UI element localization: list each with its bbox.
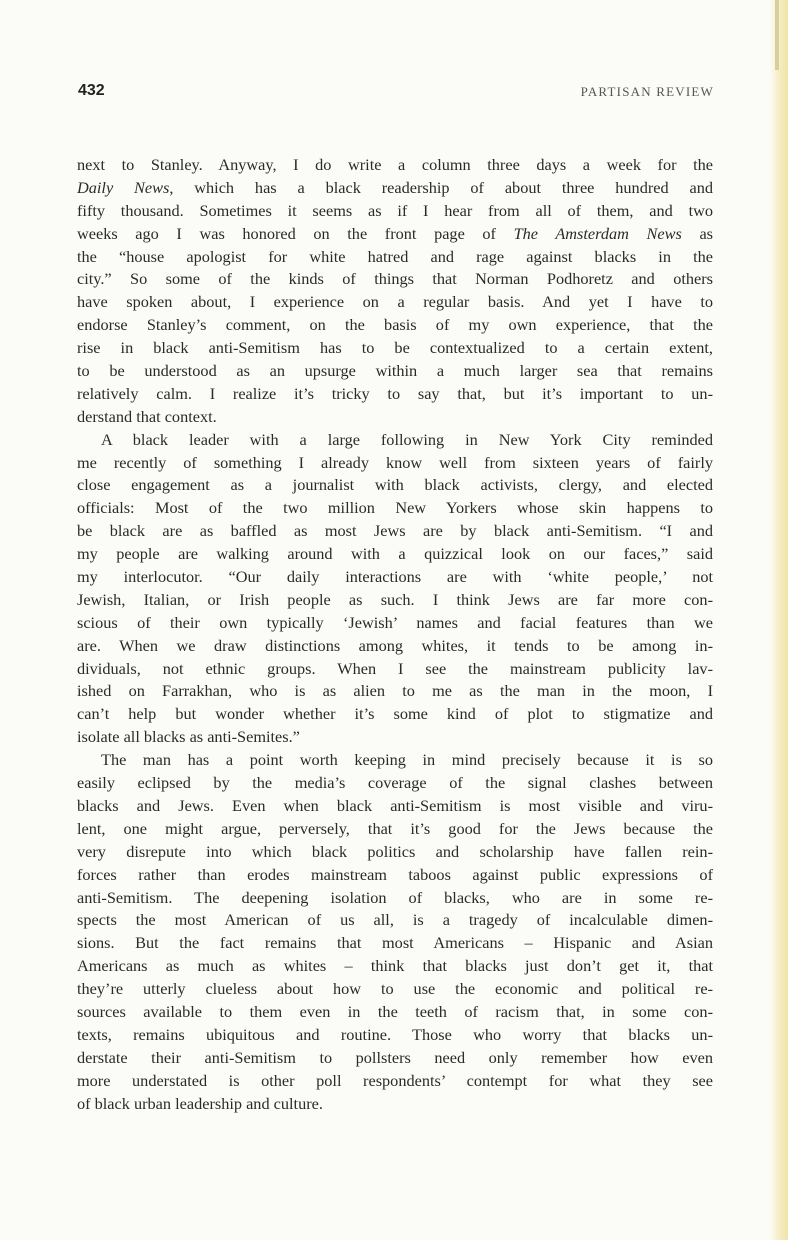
text-segment: ished on Farrakhan, who is as alien to me as the man in the moon, I [77, 681, 713, 701]
text-line [77, 887, 713, 910]
text-segment: isolate all blacks as anti-Semites.” [77, 727, 300, 747]
page-edge-mark [775, 0, 779, 70]
text-line [77, 337, 713, 360]
article-body [77, 154, 713, 1115]
text-line [77, 841, 713, 864]
text-segment: sources available to them even in the teeth of racism that, in some con- [77, 1001, 713, 1021]
text-segment: fifty thousand. Sometimes it seems as if I hear from all of them, and two [77, 200, 713, 220]
text-line [77, 177, 713, 200]
text-line [77, 154, 713, 177]
text-line [77, 726, 713, 749]
text-segment: city.” So some of the kinds of things that Norman Podhoretz and others [77, 269, 713, 289]
text-line [77, 360, 713, 383]
text-segment: Americans as much as whites – think that blacks just don’t get it, that [77, 956, 713, 976]
running-head [72, 82, 714, 106]
text-line [77, 612, 713, 635]
text-line [77, 909, 713, 932]
text-line [77, 291, 713, 314]
text-segment: blacks and Jews. Even when black anti-Semitism is most visible and viru- [77, 795, 713, 815]
text-line [77, 520, 713, 543]
text-segment: scious of their own typically ‘Jewish’ names and facial features than we [77, 612, 713, 632]
text-segment: spects the most American of us all, is a tragedy of incalculable dimen- [77, 910, 713, 930]
text-segment: more understated is other poll respondents’ contempt for what they see [77, 1070, 713, 1090]
text-line [77, 658, 713, 681]
text-segment: , which has a black readership of about three hundred and [169, 177, 713, 197]
text-segment: easily eclipsed by the media’s coverage of the signal clashes between [77, 773, 713, 793]
text-line [77, 932, 713, 955]
text-line [77, 680, 713, 703]
journal-title: PARTISAN REVIEW [580, 84, 714, 99]
italic-title: Daily News [77, 177, 170, 197]
page-edge-shading [770, 0, 788, 1240]
text-segment: to be understood as an upsurge within a much larger sea that remains [77, 361, 713, 381]
text-segment: me recently of something I already know well from sixteen years of fairly [77, 452, 713, 472]
text-segment: Jewish, Italian, or Irish people as such. I think Jews are far more con- [77, 589, 713, 609]
text-segment: of black urban leadership and culture. [77, 1093, 323, 1113]
text-line [77, 955, 713, 978]
text-line [77, 978, 713, 1001]
page-number: 432 [78, 82, 105, 99]
text-line [77, 1024, 713, 1047]
text-segment: be black are as baffled as most Jews are by black anti-Semitism. “I and [77, 521, 713, 541]
text-segment: derstate their anti-Semitism to pollsters need only remember how even [77, 1047, 713, 1067]
text-line [77, 1093, 713, 1116]
text-line [77, 772, 713, 795]
text-line [77, 635, 713, 658]
text-line [77, 543, 713, 566]
text-line [77, 1047, 713, 1070]
text-segment: as [681, 223, 713, 243]
text-segment: dividuals, not ethnic groups. When I see the mainstream publicity lav- [77, 658, 713, 678]
text-line [77, 864, 713, 887]
text-segment: lent, one might argue, perversely, that it’s good for the Jews because the [77, 818, 713, 838]
text-segment: weeks ago I was honored on the front page of [77, 223, 514, 243]
text-segment: The man has a point worth keeping in mind precisely because it is so [101, 750, 713, 770]
text-segment: very disrepute into which black politics and scholarship have fallen rein- [77, 841, 713, 861]
text-line [77, 474, 713, 497]
text-line [77, 268, 713, 291]
text-segment: rise in black anti-Semitism has to be contextualized to a certain extent, [77, 338, 713, 358]
text-line [77, 246, 713, 269]
text-line [77, 383, 713, 406]
text-line [77, 1001, 713, 1024]
text-line [77, 795, 713, 818]
text-segment: relatively calm. I realize it’s tricky to say that, but it’s important to un- [77, 383, 713, 403]
text-segment: can’t help but wonder whether it’s some kind of plot to stigmatize and [77, 704, 713, 724]
text-line [77, 200, 713, 223]
text-segment: are. When we draw distinctions among whites, it tends to be among in- [77, 635, 713, 655]
text-line [77, 223, 713, 246]
text-segment: the “house apologist for white hatred and rage against blacks in the [77, 246, 713, 266]
text-segment: sions. But the fact remains that most Americans – Hispanic and Asian [77, 933, 713, 953]
text-segment: endorse Stanley’s comment, on the basis of my own experience, that the [77, 315, 713, 335]
text-line [77, 452, 713, 475]
text-segment: have spoken about, I experience on a regular basis. And yet I have to [77, 292, 713, 312]
text-line [77, 429, 713, 452]
italic-title: The Amsterdam News [513, 223, 682, 243]
text-segment: A black leader with a large following in New York City reminded [101, 429, 713, 449]
text-segment: anti-Semitism. The deepening isolation of blacks, who are in some re- [77, 887, 713, 907]
text-line [77, 818, 713, 841]
text-line [77, 703, 713, 726]
text-line [77, 589, 713, 612]
text-line [77, 497, 713, 520]
text-segment: next to Stanley. Anyway, I do write a column three days a week for the [77, 155, 713, 174]
text-segment: forces rather than erodes mainstream taboos against public expressions of [77, 864, 713, 884]
text-segment: officials: Most of the two million New Yorkers whose skin happens to [77, 498, 713, 518]
text-line [77, 406, 713, 429]
text-line [77, 1070, 713, 1093]
text-line [77, 314, 713, 337]
text-segment: close engagement as a journalist with black activists, clergy, and elected [77, 475, 713, 495]
text-line [77, 566, 713, 589]
text-segment: my interlocutor. “Our daily interactions are with ‘white people,’ not [77, 567, 713, 587]
text-line [77, 749, 713, 772]
text-segment: my people are walking around with a quizzical look on our faces,” said [77, 544, 713, 564]
text-segment: derstand that context. [77, 406, 217, 426]
text-segment: texts, remains ubiquitous and routine. Those who worry that blacks un- [77, 1024, 713, 1044]
text-segment: they’re utterly clueless about how to use the economic and political re- [77, 979, 713, 999]
